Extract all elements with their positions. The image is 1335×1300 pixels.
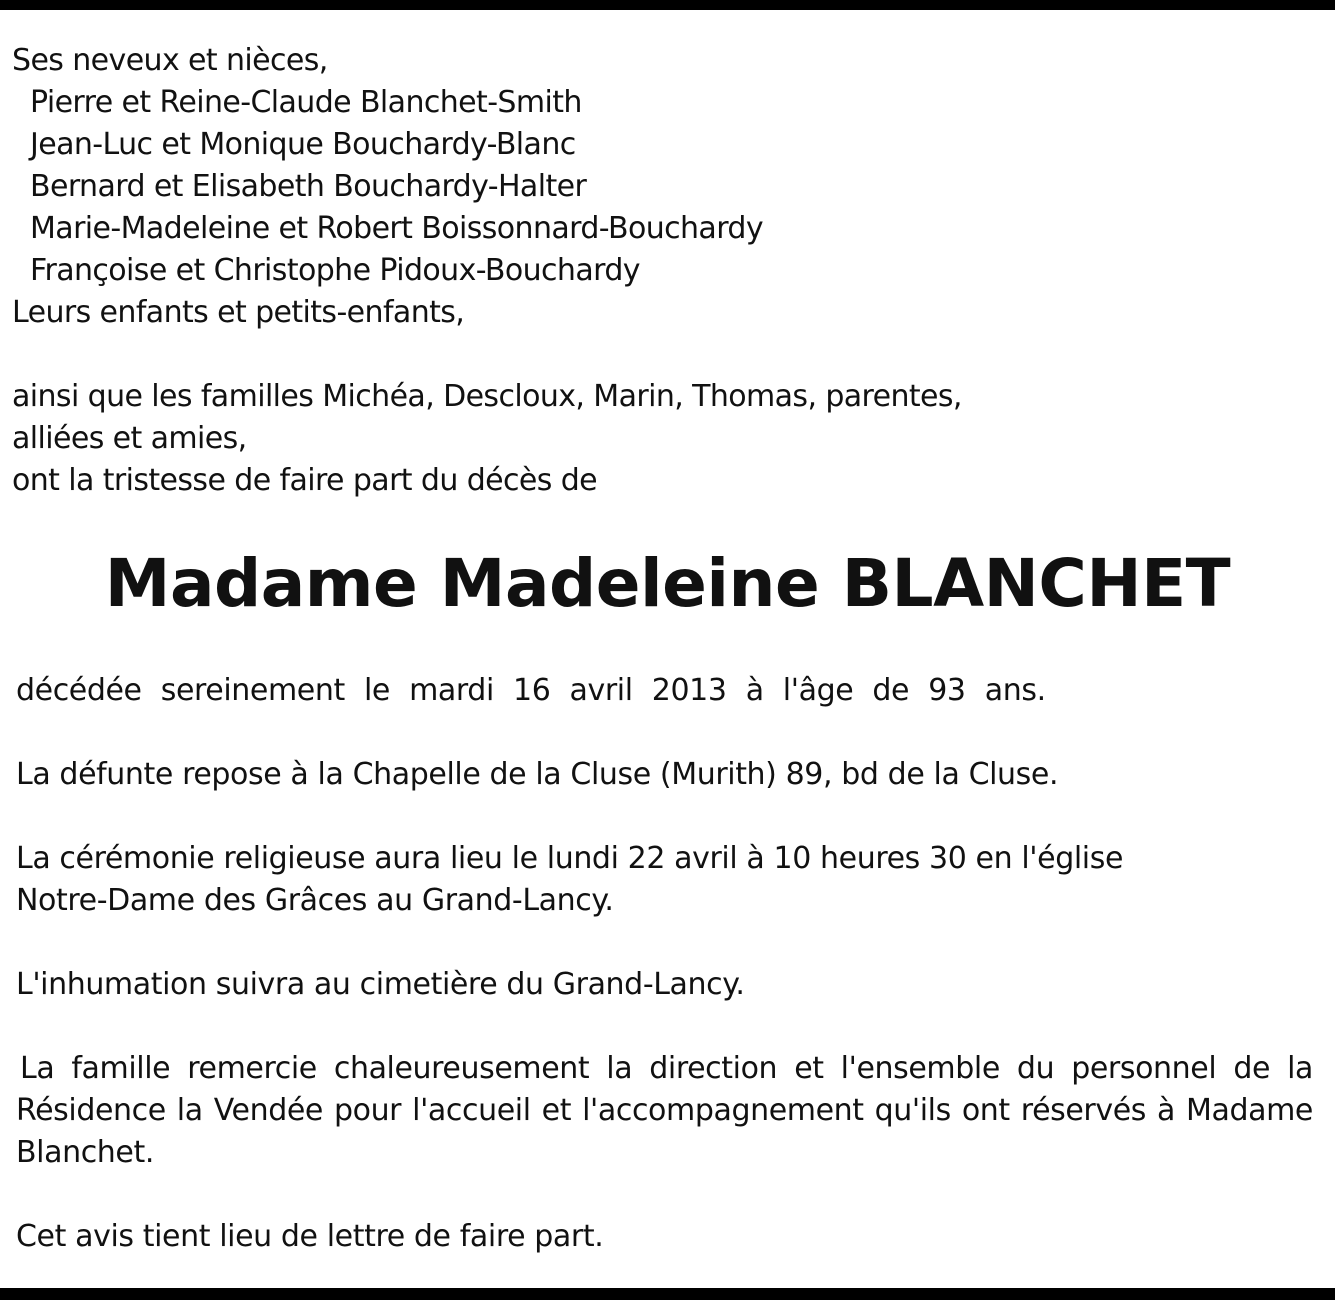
ceremony-statement [16,838,1313,922]
ceremony-line: Notre-Dame des Grâces au Grand-Lancy. [16,883,614,918]
burial-statement: L'inhumation suivra au cimetière du Grand-Lancy. [16,967,745,1002]
relative-line: Pierre et Reine-Claude Blanchet-Smith [30,85,582,120]
death-statement: décédée sereinement le mardi 16 avril 2013 à l'âge de 93 ans. [16,673,1046,708]
other-families-line: ainsi que les familles Michéa, Descloux, Marin, Thomas, parentes, [12,379,962,414]
family-intro: Ses neveux et nièces, [12,43,328,78]
other-families-line: alliées et amies, [12,421,247,456]
obituary-notice [0,40,1335,1258]
spacer [12,334,1335,376]
relative-line: Françoise et Christophe Pidoux-Bouchardy [30,253,640,288]
family-list [0,40,1335,502]
thanks-statement: La famille remercie chaleureusement la direction et l'ensemble du personnel de la Résidence la Vendée pour l'accueil et l'accompagnement qu'ils ont réservés à Madame Blanchet. [16,1051,1313,1170]
relative-line: Jean-Luc et Monique Bouchardy-Blanc [30,127,576,162]
deceased-name: Madame Madeleine BLANCHET [104,545,1231,622]
closing-statement: Cet avis tient lieu de lettre de faire part. [16,1219,604,1254]
top-border-rule [0,0,1335,10]
announcement-line: ont la tristesse de faire part du décès de [12,463,598,498]
bottom-border-rule [0,1288,1335,1300]
descendants-line: Leurs enfants et petits-enfants, [12,295,465,330]
notice-details [0,670,1335,1258]
rest-place-statement: La défunte repose à la Chapelle de la Cluse (Murith) 89, bd de la Cluse. [16,757,1059,792]
ceremony-line: La cérémonie religieuse aura lieu le lundi 22 avril à 10 heures 30 en l'église [16,841,1123,876]
relative-line: Bernard et Elisabeth Bouchardy-Halter [30,169,587,204]
relative-line: Marie-Madeleine et Robert Boissonnard-Bouchardy [30,211,764,246]
